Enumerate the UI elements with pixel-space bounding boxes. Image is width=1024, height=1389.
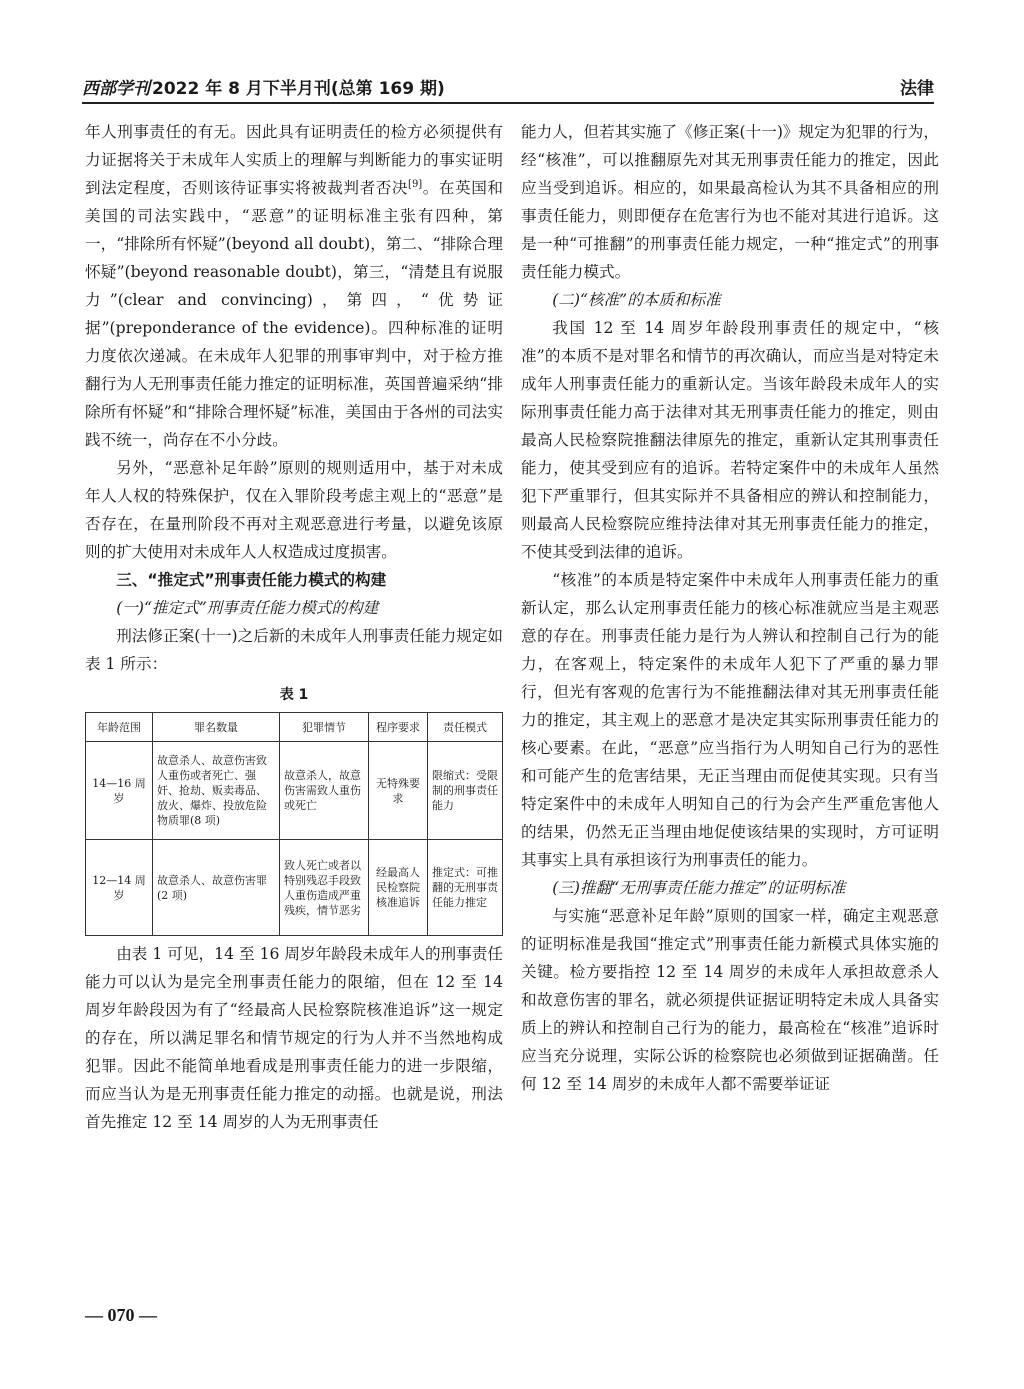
table-cell: 致人死亡或者以特别残忍手段致人重伤造成严重残疾，情节恶劣 (280, 840, 369, 936)
subsection-heading: (一)“推定式”刑事责任能力模式的构建 (116, 599, 379, 617)
table-header-cell: 责任模式 (428, 713, 503, 742)
right-column (521, 118, 939, 1098)
table-1 (85, 712, 503, 936)
journal-logo: 西部学刊 (82, 79, 150, 99)
journal-issue (82, 74, 445, 99)
table-cell: 故意杀人、故意伤害罪(2 项) (153, 840, 280, 936)
page-number: — 070 — (85, 1305, 157, 1325)
paragraph: “核准”的本质是特定案件中未成年人刑事责任能力的重新认定，那么认定刑事责任能力的核心标准就应当是主观恶意的存在。刑事责任能力是行为人辨认和控制自己行为的能力，在客观上，特定案件的未成年人犯下了严重的暴力罪行，但光有客观的危害行为不能推翻法律对其无刑事责任能力的推定，其主观上的恶意才是决定其实际刑事责任能力的核心要素。在此，“恶意”应当指行为人明知自己行为的恶性和可能产生的危害结果，无正当理由而促使其实现。只有当特定案件中的未成年人明知自己的行为会产生严重危害他人的结果，仍然无正当理由地促使该结果的实现时，方可证明其事实上具有承担该行为刑事责任的能力。 (521, 571, 939, 869)
table-caption: 表 1 (279, 687, 309, 703)
section-label: 法律 (900, 79, 934, 99)
table-header-row (86, 713, 503, 742)
section-heading: 三、“推定式”刑事责任能力模式的构建 (116, 571, 387, 589)
table-row (86, 742, 503, 840)
paragraph: 能力人，但若其实施了《修正案(十一)》规定为犯罪的行为，经“核准”，可以推翻原先对其无刑事责任能力的推定，因此应当受到追诉。相应的，如果最高检认为其不具备相应的刑事责任能力，则即便存在危害行为也不能对其进行追诉。这是一种“可推翻”的刑事责任能力规定，一种“推定式”的刑事责任能力模式。 (521, 123, 939, 281)
paragraph: 与实施“恶意补足年龄”原则的国家一样，确定主观恶意的证明标准是我国“推定式”刑事责任能力新模式具体实施的关键。检方要指控 12 至 14 周岁的未成年人承担故意杀人和故意伤害的罪名，就必须提供证据证明特定未成人具备实质上的辨认和控制自己行为的能力，最高检在“核准”追诉时应当充分说理，实际公诉的检察院也必须做到证据确凿。任何 12 至 14 周岁的未成年人都不需要举证证 (521, 907, 939, 1093)
subsection-heading: (三)推翻“无刑事责任能力推定”的证明标准 (552, 879, 846, 897)
table-cell: 12—14 周岁 (86, 840, 153, 936)
citation-ref: [9] (408, 178, 423, 190)
paragraph: 刑法修正案(十一)之后新的未成年人刑事责任能力规定如表 1 所示： (85, 627, 503, 673)
left-column (85, 118, 503, 1136)
subsection-heading: (二)“核准”的本质和标准 (552, 291, 721, 309)
table-header-cell: 犯罪情节 (280, 713, 369, 742)
table-header-cell: 罪名数量 (153, 713, 280, 742)
table-header-cell: 年龄范围 (86, 713, 153, 742)
paragraph-text: 年人刑事责任的有无。因此具有证明责任的检方必须提供有力证据将关于未成年人实质上的理解与判断能力的事实证明到法定程度，否则该待证事实将被裁判者否决 (85, 123, 503, 197)
running-header (82, 70, 934, 104)
table-row (86, 840, 503, 936)
table-cell: 限缩式：受限制的刑事责任能力 (428, 742, 503, 840)
paragraph-text: 。在英国和美国的司法实践中，“恶意”的证明标准主张有四种，第一，“排除所有怀疑”(beyond all doubt)，第二、“排除合理怀疑”(beyond reasonable doubt)，第三，“清楚且有说服力”(clear and convincing)，第四，“优势证据”(preponderance of the evidence)。四种标准的证明力度依次递减。在未成年人犯罪的刑事审判中，对于检方推翻行为人无刑事责任能力推定的证明标准，英国普遍采纳“排除所有怀疑”和“排除合理怀疑”标准，美国由于各州的司法实践不统一，尚存在不小分歧。 (85, 179, 503, 449)
paragraph (85, 118, 503, 454)
paragraph: 另外，“恶意补足年龄”原则的规则适用中，基于对未成年人人权的特殊保护，仅在入罪阶段考虑主观上的“恶意”是否存在，在量刑阶段不再对主观恶意进行考量，以避免该原则的扩大使用对未成年人人权造成过度损害。 (85, 459, 503, 561)
issue-label: 2022 年 8 月下半月刊(总第 169 期) (152, 79, 445, 99)
table-header-cell: 程序要求 (369, 713, 428, 742)
table-cell: 故意杀人、故意伤害致人重伤或者死亡、强奸、抢劫、贩卖毒品、放火、爆炸、投放危险物质罪(8 项) (153, 742, 280, 840)
paragraph: 我国 12 至 14 周岁年龄段刑事责任的规定中，“核准”的本质不是对罪名和情节的再次确认，而应当是对特定未成年人刑事责任能力的重新认定。当该年龄段未成年人的实际刑事责任能力高于法律对其无刑事责任能力的推定，则由最高人民检察院推翻法律原先的推定，重新认定其刑事责任能力，使其受到应有的追诉。若特定案件中的未成年人虽然犯下严重罪行，但其实际并不具备相应的辨认和控制能力，则最高人民检察院应维持法律对其无刑事责任能力的推定，不使其受到法律的追诉。 (521, 319, 939, 561)
table-cell: 经最高人民检察院核准追诉 (369, 840, 428, 936)
table-cell: 14—16 周岁 (86, 742, 153, 840)
table-cell: 推定式：可推翻的无刑事责任能力推定 (428, 840, 503, 936)
paragraph: 由表 1 可见，14 至 16 周岁年龄段未成年人的刑事责任能力可以认为是完全刑事责任能力的限缩，但在 12 至 14 周岁年龄段因为有了“经最高人民检察院核准追诉”这一规定的存在，所以满足罪名和情节规定的行为人并不当然地构成犯罪。因此不能简单地看成是刑事责任能力的进一步限缩，而应当认为是无刑事责任能力推定的动摇。也就是说，刑法首先推定 12 至 14 周岁的人为无刑事责任 (85, 945, 503, 1131)
table-cell: 故意杀人，故意伤害需致人重伤或死亡 (280, 742, 369, 840)
table-cell: 无特殊要求 (369, 742, 428, 840)
